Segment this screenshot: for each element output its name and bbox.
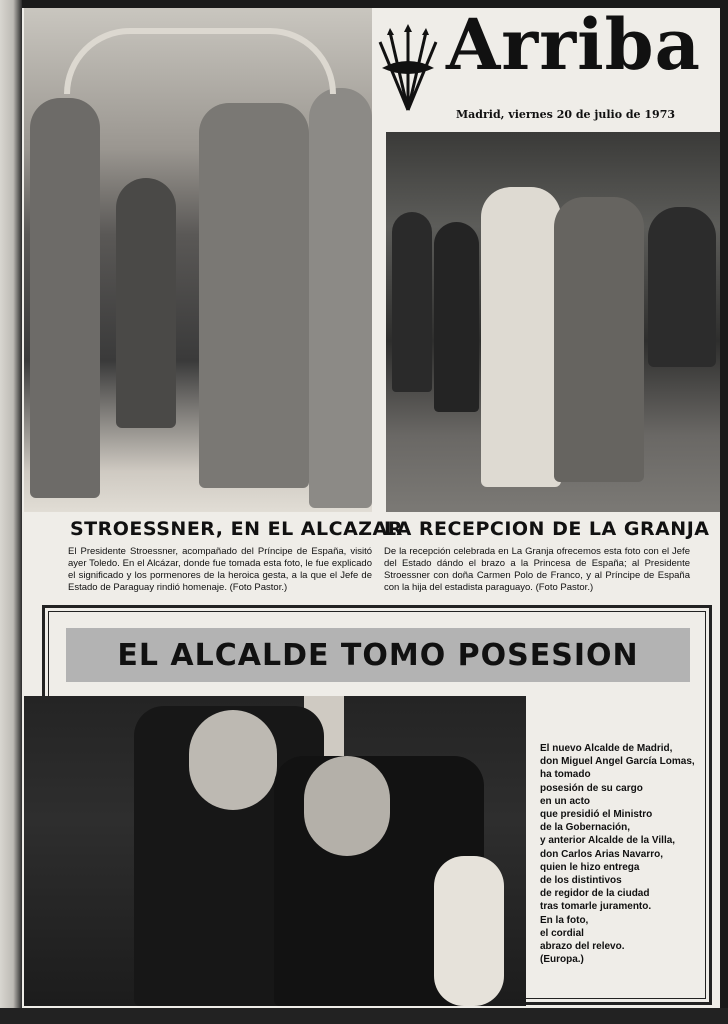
caption-line: el cordial bbox=[540, 927, 584, 939]
caption-line: don Carlos Arias Navarro, bbox=[540, 848, 664, 860]
caption-alcalde bbox=[540, 742, 710, 966]
caption-line: (Europa.) bbox=[540, 954, 584, 966]
photo-la-granja bbox=[386, 132, 720, 512]
caption-line: El nuevo Alcalde de Madrid, bbox=[540, 743, 673, 754]
caption-line: En la foto, bbox=[540, 914, 589, 926]
masthead-title: Arriba bbox=[446, 3, 701, 86]
body-la-granja: De la recepción celebrada en La Granja ofrecemos esta foto con el Jefe del Estado dándo el brazo a la Princesa de España; al Presidente Stroessner con doña Carmen Polo de Franco, y al Príncipe de España con la hija del estadista paraguayo. (Foto Pastor.) bbox=[384, 546, 690, 593]
caption-line: tras tomarle juramento. bbox=[540, 901, 652, 913]
caption-line: y anterior Alcalde de la Villa, bbox=[540, 835, 676, 847]
masthead-date: Madrid, viernes 20 de julio de 1973 bbox=[456, 108, 675, 121]
photo-alcalde bbox=[24, 696, 526, 1006]
caption-line: en un acto bbox=[540, 795, 591, 807]
headline-banner bbox=[66, 628, 690, 682]
page-bottom-edge bbox=[0, 1008, 728, 1024]
headline-alcalde: EL ALCALDE TOMO POSESION bbox=[117, 637, 639, 673]
page-gutter bbox=[0, 0, 22, 1024]
caption-line: quien le hizo entrega bbox=[540, 861, 640, 873]
caption-line: que presidió el Ministro bbox=[540, 809, 653, 821]
caption-line: posesión de su cargo bbox=[540, 782, 643, 794]
caption-line: de los distintivos bbox=[540, 875, 622, 887]
body-alcazar: El Presidente Stroessner, acompañado del Príncipe de España, visitó ayer Toledo. En el Alcázar, donde fue tomada esta foto, le fue explicado el significado y los pormenores de la heroica gesta, a la que el Jefe de Estado de Paraguay rindió homenaje. (Foto Pastor.) bbox=[68, 546, 372, 593]
caption-line: don Miguel Angel García Lomas, bbox=[540, 756, 695, 768]
headline-alcazar: STROESSNER, EN EL ALCAZAR bbox=[70, 518, 403, 540]
caption-line: abrazo del relevo. bbox=[540, 941, 625, 953]
photo-alcazar bbox=[24, 8, 372, 512]
caption-line: ha tomado bbox=[540, 769, 591, 781]
caption-line: de regidor de la ciudad bbox=[540, 888, 650, 900]
yoke-and-arrows-icon bbox=[376, 24, 440, 114]
caption-line: de la Gobernación, bbox=[540, 822, 631, 834]
headline-la-granja: LA RECEPCION DE LA GRANJA bbox=[384, 518, 710, 540]
